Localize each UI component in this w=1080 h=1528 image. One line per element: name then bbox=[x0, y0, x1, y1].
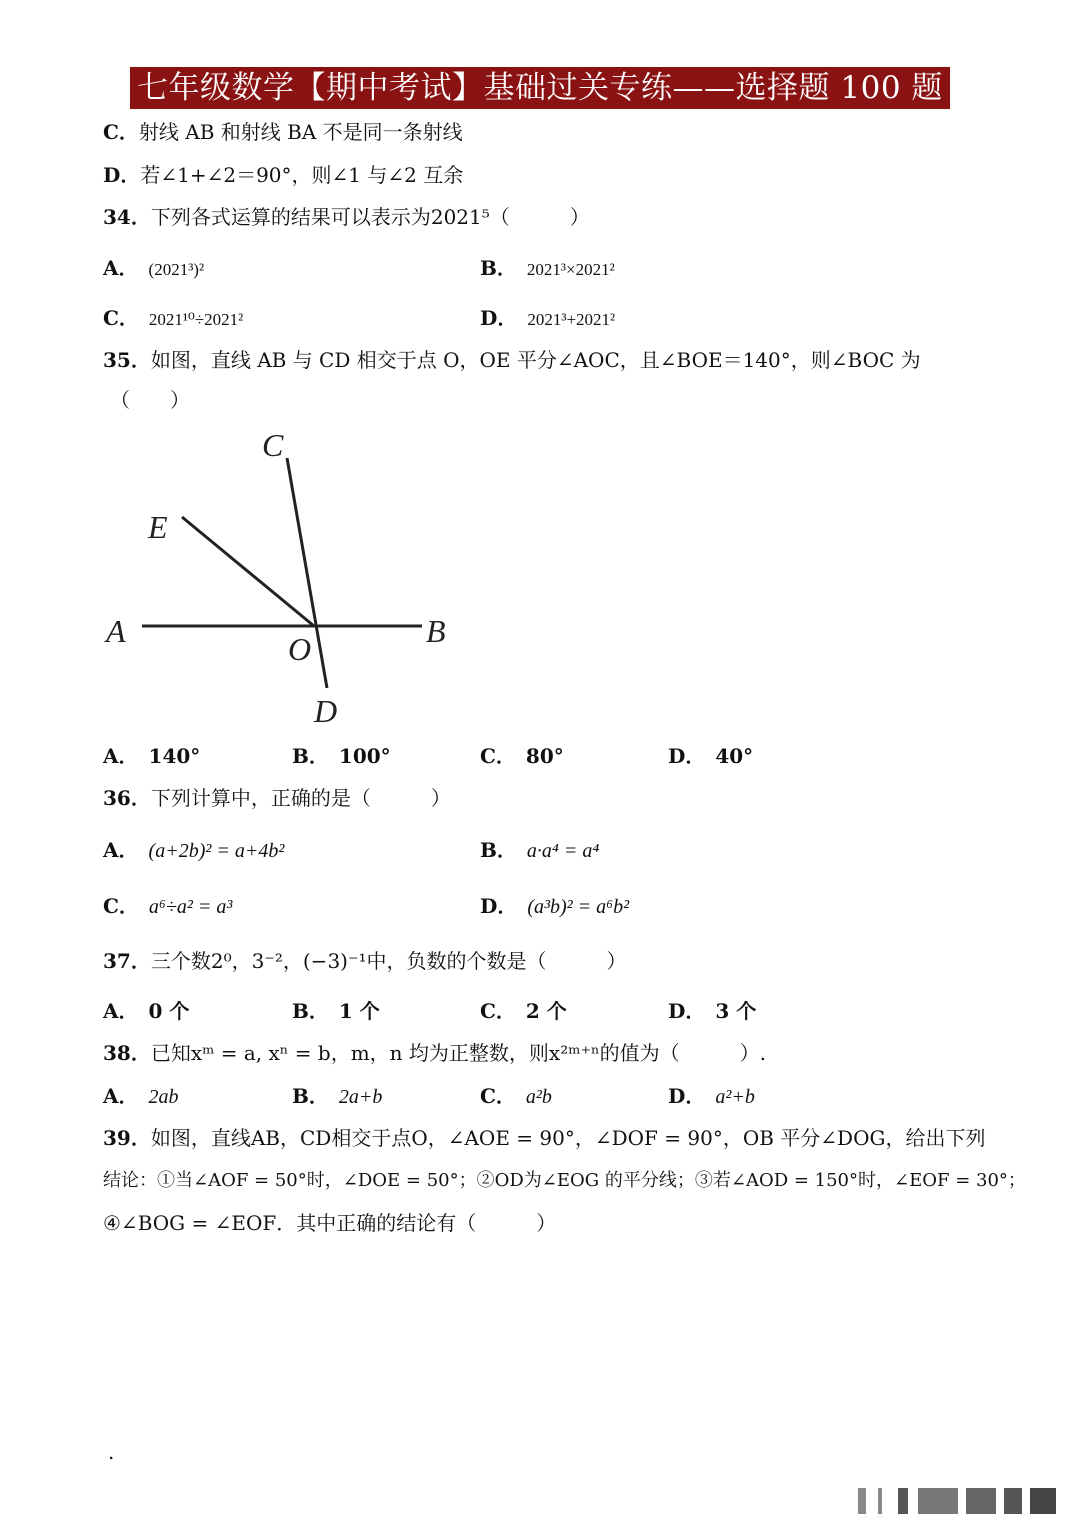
q36-option-c bbox=[103, 892, 232, 921]
option-label: C． bbox=[103, 120, 139, 144]
prev-option-c bbox=[103, 118, 463, 146]
q37-option-d bbox=[668, 997, 756, 1025]
question-text: 三个数2⁰，3⁻²，(−3)⁻¹中，负数的个数是（ ） bbox=[150, 949, 627, 973]
option-text: 0 个 bbox=[148, 999, 190, 1023]
q38-option-b bbox=[292, 1082, 382, 1111]
option-text: 2 个 bbox=[525, 999, 567, 1023]
option-text: 若∠1+∠2＝90°，则∠1 与∠2 互余 bbox=[140, 163, 464, 187]
question-text: 下列各式运算的结果可以表示为2021⁵（ ） bbox=[150, 205, 590, 229]
q35-option-a bbox=[103, 742, 200, 770]
label-b: B bbox=[426, 613, 446, 649]
question-number: 35． bbox=[103, 348, 151, 372]
q37-option-c bbox=[480, 997, 567, 1025]
question-34-stem bbox=[103, 203, 590, 231]
option-label: C． bbox=[103, 894, 139, 918]
option-label: A． bbox=[103, 256, 139, 280]
option-text: 射线 AB 和射线 BA 不是同一条射线 bbox=[138, 120, 463, 144]
option-text: 1 个 bbox=[338, 999, 380, 1023]
option-label: D． bbox=[668, 1084, 706, 1108]
option-text: 2021³+2021² bbox=[527, 310, 616, 329]
question-number: 34． bbox=[103, 205, 151, 229]
q37-option-a bbox=[103, 997, 189, 1025]
option-text: 140° bbox=[148, 744, 201, 768]
watermark-bar bbox=[878, 1488, 882, 1514]
option-label: D． bbox=[668, 744, 706, 768]
option-text: a⁶÷a² = a³ bbox=[148, 896, 233, 918]
intersecting-lines-figure bbox=[100, 420, 480, 730]
q34-option-d bbox=[480, 304, 615, 334]
option-label: C． bbox=[480, 1084, 516, 1108]
q35-option-c bbox=[480, 742, 564, 770]
label-d: D bbox=[314, 693, 338, 729]
q35-option-d bbox=[668, 742, 753, 770]
watermark-bars bbox=[858, 1488, 1058, 1514]
option-label: D． bbox=[480, 306, 518, 330]
option-text: (a³b)² = a⁶b² bbox=[527, 896, 630, 918]
option-label: D． bbox=[668, 999, 706, 1023]
option-text: a·a⁴ = a⁴ bbox=[526, 840, 600, 862]
q35-option-b bbox=[292, 742, 391, 770]
option-text: 2ab bbox=[148, 1086, 179, 1108]
option-label: D． bbox=[480, 894, 518, 918]
question-text: 已知xᵐ = a, xⁿ = b，m，n 均为正整数，则x²ᵐ⁺ⁿ的值为（ ）. bbox=[150, 1041, 767, 1065]
question-number: 36． bbox=[103, 786, 151, 810]
label-e: E bbox=[148, 509, 168, 545]
option-text: 80° bbox=[525, 744, 564, 768]
option-text: 3 个 bbox=[715, 999, 757, 1023]
label-o: O bbox=[288, 631, 312, 667]
option-label: B． bbox=[292, 999, 329, 1023]
question-35-stem bbox=[103, 346, 921, 374]
option-text: (2021³)² bbox=[148, 260, 205, 279]
question-35-paren: （ ） bbox=[110, 388, 190, 412]
option-label: A． bbox=[103, 744, 139, 768]
watermark-bar bbox=[918, 1488, 958, 1514]
q38-option-a bbox=[103, 1082, 179, 1111]
question-text: 下列计算中，正确的是（ ） bbox=[150, 786, 451, 810]
question-36-stem bbox=[103, 784, 451, 812]
q37-option-b bbox=[292, 997, 380, 1025]
label-a: A bbox=[106, 613, 126, 649]
option-text: a²b bbox=[525, 1086, 552, 1108]
watermark-bar bbox=[966, 1488, 996, 1514]
question-text: 如图，直线 AB 与 CD 相交于点 O，OE 平分∠AOC，且∠BOE＝140°，则∠BOC 为 bbox=[150, 348, 921, 372]
prev-option-d bbox=[103, 161, 463, 189]
q36-option-d bbox=[480, 892, 629, 921]
question-number: 38． bbox=[103, 1041, 151, 1065]
q34-option-b bbox=[480, 254, 615, 284]
q36-option-b bbox=[480, 836, 599, 865]
question-39-stem-line1 bbox=[103, 1124, 985, 1152]
option-label: A． bbox=[103, 838, 139, 862]
option-label: C． bbox=[480, 744, 516, 768]
q36-option-a bbox=[103, 836, 284, 865]
option-label: C． bbox=[480, 999, 516, 1023]
question-38-stem bbox=[103, 1039, 766, 1067]
ray-oe bbox=[182, 517, 314, 626]
q38-option-c bbox=[480, 1082, 552, 1111]
option-text: 40° bbox=[715, 744, 754, 768]
option-text: 2021³×2021² bbox=[526, 260, 615, 279]
option-text: 2021¹⁰÷2021² bbox=[148, 310, 244, 329]
label-c: C bbox=[262, 427, 284, 463]
question-number: 37． bbox=[103, 949, 151, 973]
option-text: a²+b bbox=[715, 1086, 755, 1108]
watermark-bar bbox=[1030, 1488, 1056, 1514]
option-text: 2a+b bbox=[338, 1086, 383, 1108]
option-label: A． bbox=[103, 1084, 139, 1108]
option-label: B． bbox=[480, 256, 517, 280]
option-label: B． bbox=[292, 744, 329, 768]
question-37-stem bbox=[103, 947, 627, 975]
q34-option-c bbox=[103, 304, 243, 334]
page-banner-title: 七年级数学【期中考试】基础过关专练——选择题 100 题 bbox=[130, 67, 950, 109]
q38-option-d bbox=[668, 1082, 755, 1111]
question-text: 如图，直线AB，CD相交于点O，∠AOE = 90°，∠DOF = 90°，OB 平分∠DOG，给出下列 bbox=[150, 1126, 986, 1150]
footer-dot: . bbox=[108, 1440, 115, 1464]
watermark-bar bbox=[858, 1488, 866, 1514]
option-label: B． bbox=[292, 1084, 329, 1108]
question-39-stem-line3: ④∠BOG = ∠EOF．其中正确的结论有（ ） bbox=[103, 1211, 557, 1235]
option-text: 100° bbox=[338, 744, 391, 768]
q34-option-a bbox=[103, 254, 204, 284]
option-label: A． bbox=[103, 999, 139, 1023]
question-39-stem-line2: 结论：①当∠AOF = 50°时，∠DOE = 50°；②OD为∠EOG 的平分线；③若∠AOD = 150°时，∠EOF = 30°； bbox=[103, 1170, 1026, 1191]
option-label: B． bbox=[480, 838, 517, 862]
option-text: (a+2b)² = a+4b² bbox=[148, 840, 285, 862]
option-label: D． bbox=[103, 163, 141, 187]
option-label: C． bbox=[103, 306, 139, 330]
watermark-bar bbox=[1004, 1488, 1022, 1514]
question-number: 39． bbox=[103, 1126, 151, 1150]
watermark-bar bbox=[898, 1488, 908, 1514]
